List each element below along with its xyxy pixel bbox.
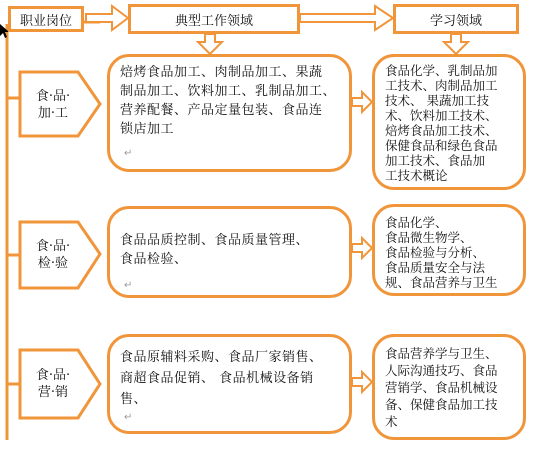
paragraph-mark-icon: ↵ bbox=[124, 412, 133, 423]
work-box-inspection bbox=[107, 206, 352, 298]
learning-box-processing bbox=[372, 54, 526, 190]
work-box-marketing bbox=[107, 334, 352, 434]
learning-text-marketing: 食品营养学与卫生、 人际沟通技巧、食品 营销学、食品机械设 备、保健食品加工技 术 bbox=[385, 346, 498, 429]
work-box-processing bbox=[107, 54, 352, 172]
category-marketing-label bbox=[26, 367, 80, 401]
paragraph-mark-icon: ↵ bbox=[124, 280, 133, 291]
category-inspection-line2: 检·验 bbox=[37, 256, 69, 271]
category-marketing-line2: 营·销 bbox=[37, 385, 69, 400]
category-marketing-line1: 食·品· bbox=[35, 368, 71, 383]
learning-box-inspection bbox=[372, 204, 526, 296]
category-inspection-line1: 食·品· bbox=[35, 239, 71, 254]
learning-area-label: 学习领域 bbox=[429, 13, 482, 29]
learning-area-box bbox=[393, 4, 519, 34]
paragraph-mark-icon: ↵ bbox=[124, 148, 133, 159]
job-position-box bbox=[8, 6, 84, 32]
work-text-processing: 焙烤食品加工、肉制品加工、果蔬 制品加工、饮料加工、乳制品加工、 营养配餐、产品定量包装、食品连 锁店加工 bbox=[120, 65, 337, 137]
category-inspection-label bbox=[26, 238, 80, 272]
job-position-label: 职业岗位 bbox=[19, 13, 72, 29]
learning-text-processing: 食品化学、乳制品加 工技术、肉制品加工 技术、 果蔬加工技 术、饮料加工技术、 焙烤食品加工技术、 保健食品和绿色食品 加工技术、食品加 工技术概论 bbox=[385, 63, 498, 183]
learning-text-inspection: 食品化学、 食品微生物学、 食品检验与分析、 食品质量安全与法 规、食品营养与卫生 bbox=[385, 215, 498, 290]
work-text-inspection: 食品品质控制、食品质量管理、 食品检验、 bbox=[120, 233, 310, 267]
category-processing-line2: 加·工 bbox=[37, 106, 69, 121]
category-processing-label bbox=[26, 88, 80, 122]
category-processing-line1: 食·品· bbox=[35, 89, 71, 104]
typical-work-area-label: 典型工作领域 bbox=[174, 13, 253, 29]
typical-work-area-box bbox=[128, 4, 300, 34]
learning-box-marketing bbox=[372, 334, 526, 440]
work-text-marketing: 食品原辅料采购、食品厂家销售、 商超食品促销、 食品机械设备销 售、 bbox=[120, 350, 323, 407]
